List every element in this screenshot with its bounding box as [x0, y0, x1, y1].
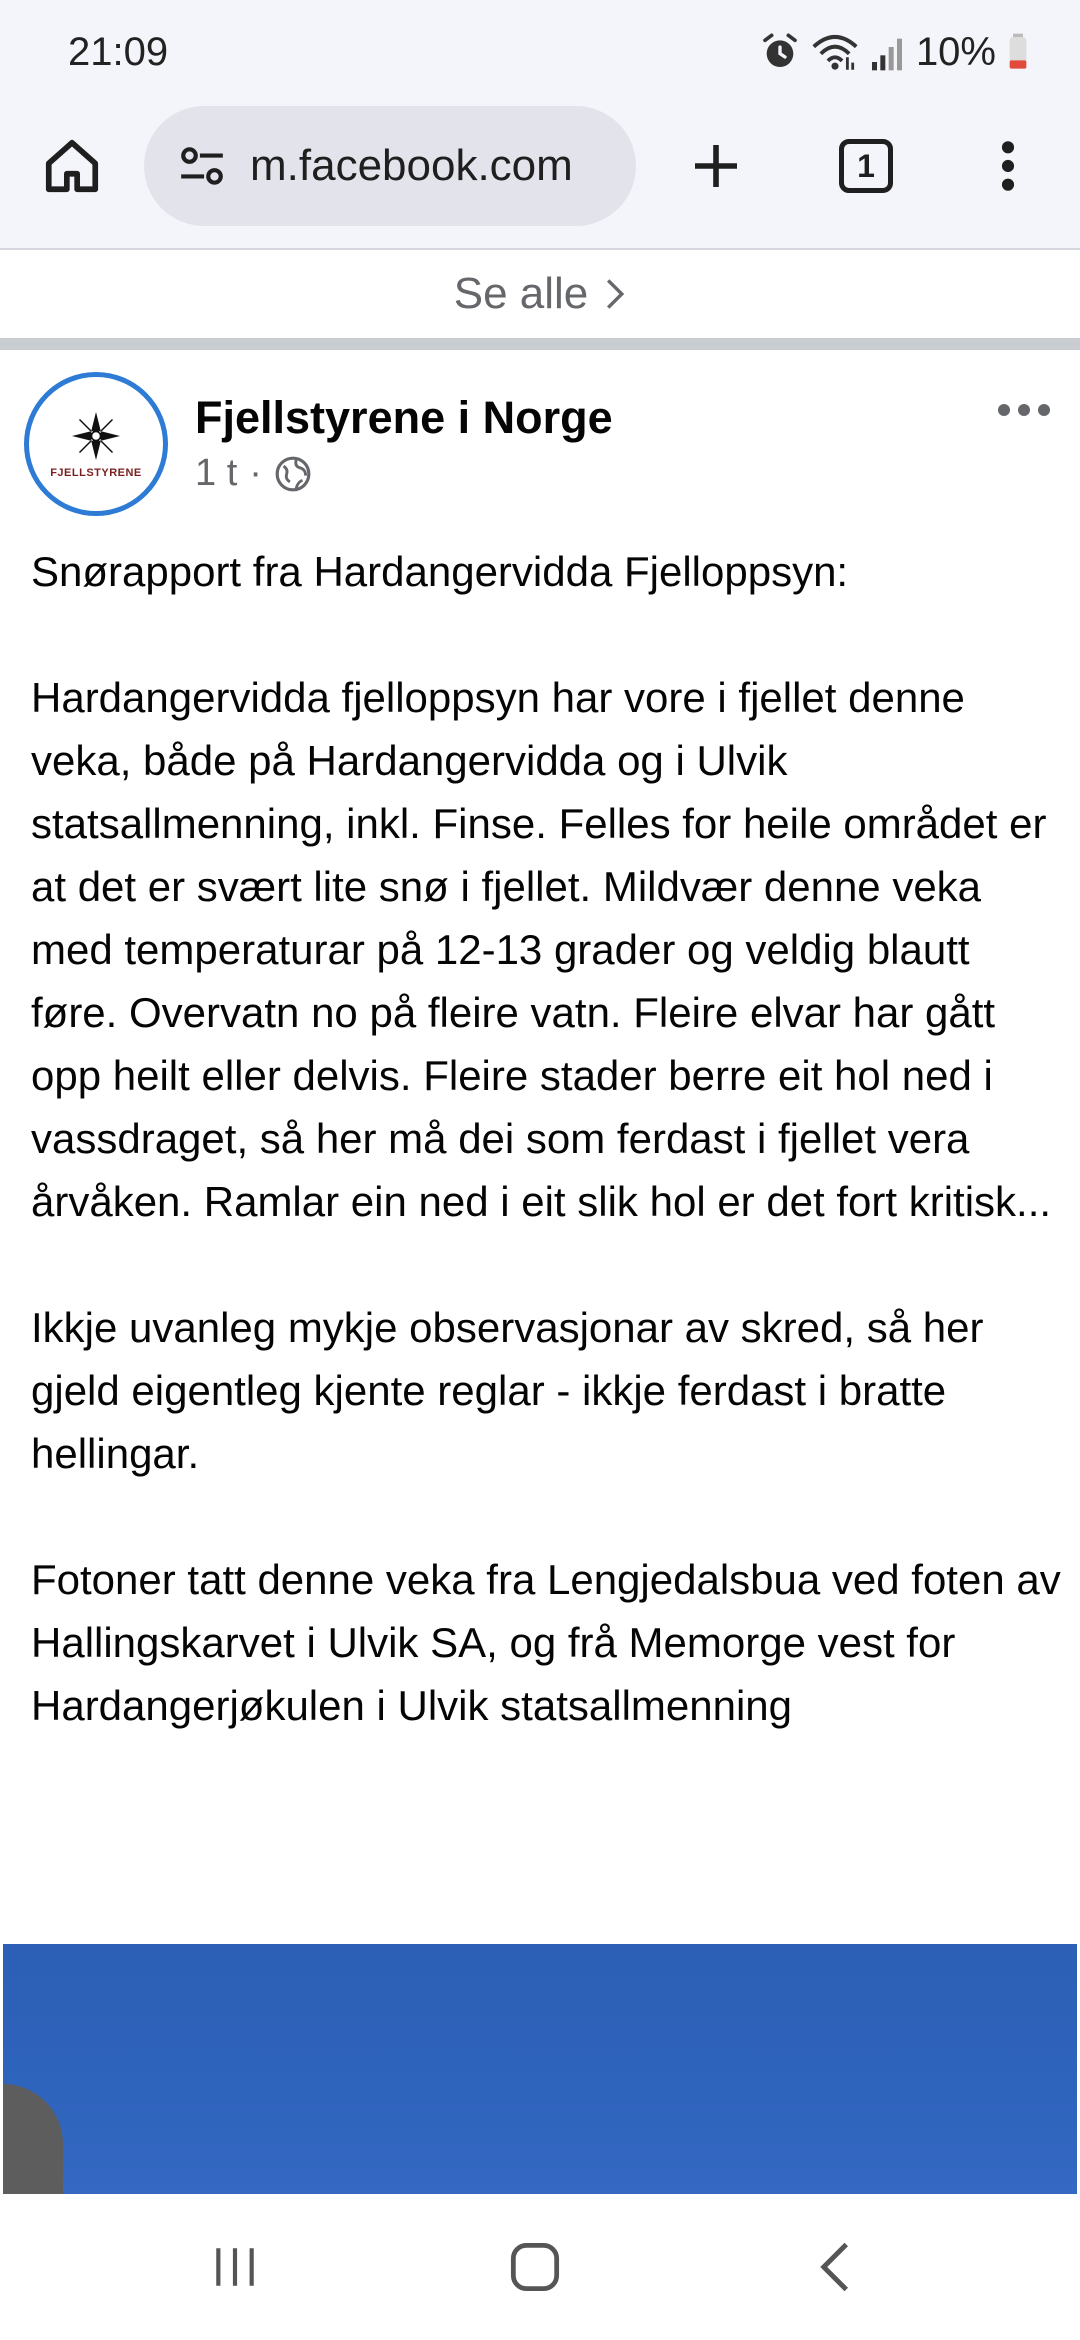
feed-divider	[0, 338, 1080, 350]
home-icon	[41, 135, 103, 197]
page-name[interactable]: Fjellstyrene i Norge	[195, 392, 613, 443]
post-paragraph-3: Ikkje uvanleg mykje observasjonar av skred, så her gjeld eigentleg kjente reglar - ikkje ferdast i bratte hellingar.	[31, 1304, 984, 1477]
photo-rock-edge	[3, 2084, 63, 2194]
browser-menu-button[interactable]	[972, 130, 1044, 202]
status-time: 21:09	[68, 30, 169, 74]
status-icons	[760, 28, 1028, 76]
browser-toolbar	[0, 100, 1080, 250]
post-paragraph-1: Snørapport fra Hardangervidda Fjelloppsyn:	[31, 548, 849, 595]
tabs-icon: 1	[839, 139, 893, 193]
post-paragraph-4: Fotoner tatt denne veka fra Lengjedalsbua ved foten av Hallingskarvet i Ulvik SA, og frå Memorge vest for Hardangerjøkulen i Ulvik statsallmenning	[31, 1556, 1061, 1729]
page-avatar[interactable]	[24, 372, 168, 516]
more-horiz-icon	[996, 402, 1052, 418]
compass-logo-icon	[66, 409, 126, 463]
new-tab-button[interactable]	[680, 130, 752, 202]
back-icon	[815, 2240, 855, 2294]
tab-switcher-button[interactable]	[830, 130, 902, 202]
see-all-link[interactable]	[0, 250, 1080, 338]
globe-icon	[274, 455, 312, 493]
post-header	[0, 350, 1080, 530]
address-bar[interactable]	[144, 106, 636, 226]
meta-separator: ·	[249, 452, 262, 494]
nav-home-button[interactable]	[500, 2234, 570, 2300]
nav-home-icon	[509, 2241, 561, 2293]
battery-icon	[1008, 32, 1028, 72]
back-button[interactable]	[800, 2234, 870, 2300]
status-bar	[0, 0, 1080, 100]
alarm-icon	[760, 32, 800, 72]
chevron-right-icon	[604, 277, 626, 311]
system-nav-bar	[0, 2194, 1080, 2340]
tune-icon[interactable]	[174, 138, 230, 194]
home-button[interactable]	[36, 130, 108, 202]
recents-button[interactable]	[200, 2234, 270, 2300]
post-meta	[195, 452, 312, 495]
url-text: m.facebook.com	[250, 141, 573, 190]
signal-icon	[870, 32, 904, 72]
plus-icon	[688, 138, 744, 194]
wifi-icon	[812, 32, 858, 72]
more-vert-icon	[998, 138, 1018, 194]
post-text	[31, 540, 1061, 1737]
recents-icon	[210, 2242, 260, 2292]
post-options-button[interactable]	[988, 390, 1060, 430]
battery-level: 10%	[915, 29, 996, 74]
post-photo[interactable]	[3, 1944, 1077, 2194]
see-all-label: Se alle	[453, 269, 589, 318]
post-paragraph-2: Hardangervidda fjelloppsyn har vore i fjellet denne veka, både på Hardangervidda og i Ulvik statsallmenning, inkl. Finse. Felles for heile området er at det er svært lite snø i fjellet. Mildvær denne veka med temperaturar på 12-13 grader og veldig blautt føre. Overvatn no på fleire vatn. Fleire elvar har gått opp heilt eller delvis. Fleire stader berre eit hol ned i vassdraget, så her må dei som ferdast i fjellet vera årvåken. Ramlar ein ned i eit slik hol er det fort kritisk...	[31, 674, 1052, 1225]
post-time[interactable]: 1 t	[195, 452, 238, 494]
avatar-logo-text: FJELLSTYRENE	[50, 467, 142, 479]
avatar-logo	[36, 384, 156, 504]
